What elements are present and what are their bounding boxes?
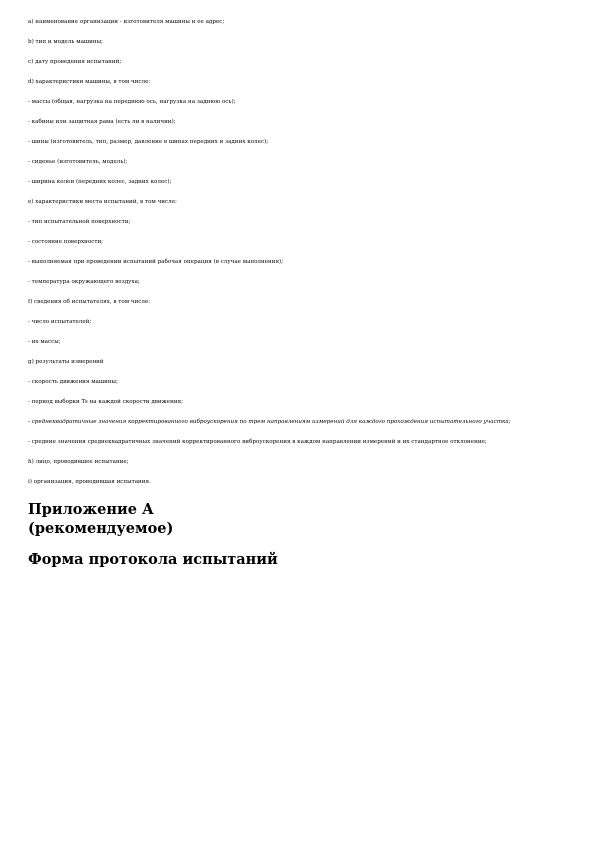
appendix-subtitle: (рекомендуемое) [28,520,174,537]
list-item: b) тип и модель машины; [28,39,103,45]
list-item: - число испытателей; [28,319,92,325]
list-item: - состояние поверхности; [28,239,104,245]
list-item: i) организация, проводившая испытания. [28,479,151,485]
list-item: - скорость движения машины; [28,379,118,385]
list-item: а) наименование организации - изготовителя машины и ее адрес; [28,19,225,25]
list-item: - их массы; [28,339,61,345]
list-item: - кабины или защитная рама (есть ли в наличии); [28,119,176,125]
list-item: h) лицо, проводившее испытание; [28,459,129,465]
list-item: - сиденье (изготовитель, модель); [28,159,128,165]
requirements-list [28,18,568,486]
list-item: - средние значения среднеквадратичных значений корректированного виброускорения в каждом направлении измерений и их стандартное отклонение; [28,439,487,445]
form-title: Форма протокола испытаний [28,551,278,568]
appendix-title: Приложение А [28,501,154,518]
list-item: - период выборки Ts на каждой скорости движения; [28,399,183,405]
list-item: - выполняемая при проведении испытаний рабочая операция (в случае выполнения); [28,259,284,265]
list-item: - шины (изготовитель, тип, размер, давление в шинах передних и задних колес); [28,139,269,145]
list-item: e) характеристики места испытаний, в том числе: [28,199,177,205]
appendix-heading [28,500,568,538]
list-item: - среднеквадратичные значения корректированного виброускорения по трем направлениям измерений для каждого прохождения испытательного участка; [28,419,511,425]
list-item: d) характеристики машины, в том числе: [28,79,151,85]
list-item: g) результаты измерений [28,359,104,365]
list-item: - ширина колеи (передних колес, задних колес); [28,179,172,185]
list-item: - массы (общая, нагрузка на переднюю ось, нагрузка на заднюю ось); [28,99,236,105]
document-page [28,18,568,569]
list-item: c) дату проведения испытаний; [28,59,122,65]
list-item: f) сведения об испытателях, в том числе: [28,299,151,305]
list-item: - тип испытательной поверхности; [28,219,131,225]
list-item: - температура окружающего воздуха; [28,279,140,285]
